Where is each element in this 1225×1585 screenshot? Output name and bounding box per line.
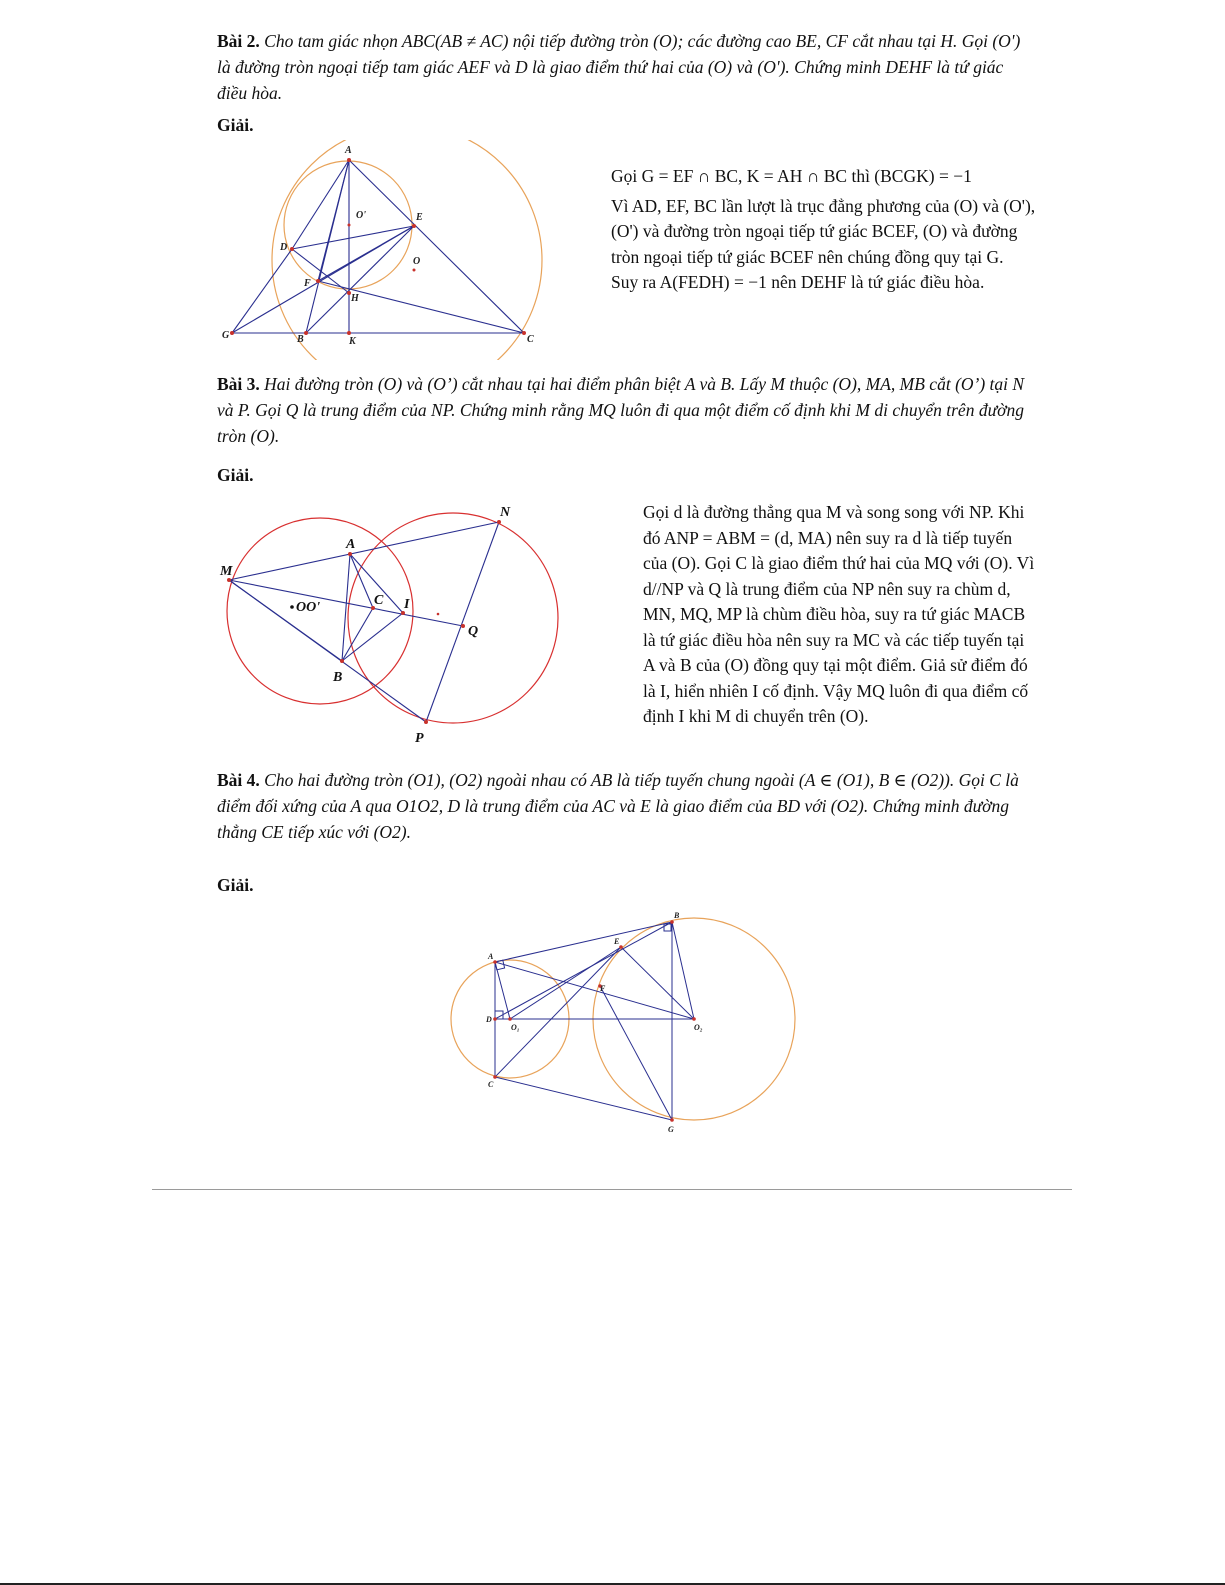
- label-h: H: [351, 293, 359, 304]
- line-bi: [342, 613, 403, 661]
- label-d: D: [280, 242, 288, 253]
- line-a-o2: [495, 962, 694, 1019]
- bai4-label: Bài 4.: [217, 770, 260, 790]
- bai2-statement: [217, 28, 1037, 106]
- line-ce: [495, 947, 621, 1077]
- bai3-figure: [218, 500, 568, 755]
- bai3-label: Bài 3.: [217, 374, 260, 394]
- label-f: F: [600, 984, 606, 993]
- bai2-figure: [218, 140, 558, 360]
- line-fe: [318, 226, 414, 281]
- line-ad: [292, 160, 349, 249]
- label-n: N: [500, 505, 511, 520]
- bai2-sol-line3: Suy ra A(FEDH) = −1 nên DEHF là tứ giác điều hòa.: [611, 272, 985, 292]
- label-g: G: [222, 330, 230, 341]
- line-ac: [350, 554, 373, 608]
- bai3-text: Hai đường tròn (O) và (O’) cắt nhau tại hai điểm phân biệt A và B. Lấy M thuộc (O), MA, MB cắt (O’) tại N và P. Gọi Q là trung điểm của NP. Chứng minh rằng MQ luôn đi qua một điểm cố định khi M di chuyển trên đường tròn (O).: [217, 374, 1025, 446]
- line-d-e: [510, 947, 621, 1019]
- bai3-solution: [643, 500, 1035, 730]
- triangle-abc: [306, 160, 524, 333]
- label-c: C: [527, 334, 534, 345]
- line-gd: [232, 249, 292, 333]
- label-o2: O₂: [694, 1023, 703, 1032]
- label-m: M: [220, 564, 233, 579]
- label-b: B: [333, 670, 343, 685]
- label-g: G: [668, 1125, 674, 1134]
- label-f: F: [304, 278, 311, 289]
- bai4-text: Cho hai đường tròn (O1), (O2) ngoài nhau có AB là tiếp tuyến chung ngoài (A ∈ (O1), B ∈ (O2)). Gọi C là điểm đối xứng của A qua O1O2, D là trung điểm của AC và E là giao điểm của BD với (O2). Chứng minh đường thẳng CE tiếp xúc với (O2).: [217, 770, 1019, 842]
- label-o: O: [413, 256, 421, 267]
- label-k: K: [349, 336, 356, 347]
- label-b: B: [297, 334, 304, 345]
- line-ab: [495, 922, 672, 962]
- bai3-statement: [217, 371, 1037, 449]
- label-b: B: [674, 911, 680, 920]
- bai4-figure: [448, 910, 808, 1145]
- bai4-giai: Giải.: [217, 875, 254, 895]
- bai2-label: Bài 2.: [217, 31, 260, 51]
- label-a: A: [346, 537, 356, 552]
- bai3-solution-text: Gọi d là đường thẳng qua M và song song với NP. Khi đó ANP = ABM = (d, MA) nên suy ra d là tiếp tuyến của (O). Gọi C là giao điểm thứ hai của MQ với (O). Vì d//NP và Q là trung điểm của NP nên suy ra chùm d, MN, MQ, MP là chùm điều hòa, suy ra tứ giác MACB là tứ giác điều hòa nên suy ra MC và các tiếp tuyến tại A và B của (O) đồng quy tại một điểm. Giả sử điểm đó là I, hiển nhiên I cố định. Vậy MQ luôn đi qua điểm cố định I khi M di chuyển trên (O).: [643, 502, 1035, 726]
- label-e: E: [614, 937, 620, 946]
- line-mn: [229, 522, 499, 580]
- line-b-o2: [672, 922, 694, 1019]
- line-de: [292, 226, 414, 249]
- label-a: A: [345, 145, 352, 156]
- line-mb: [229, 580, 342, 661]
- label-d: D: [486, 1015, 492, 1024]
- bai4-statement: [217, 767, 1037, 845]
- label-i: I: [404, 597, 410, 612]
- label-o1: O₁: [511, 1023, 520, 1032]
- page-divider: [152, 1189, 1072, 1190]
- line-np: [426, 522, 499, 722]
- label-o-prime: O': [356, 210, 366, 221]
- bai2-solution: [611, 164, 1036, 296]
- label-a: A: [488, 952, 494, 961]
- line-fg: [600, 986, 672, 1120]
- label-oo: OO': [296, 600, 321, 615]
- label-e: E: [416, 212, 423, 223]
- bai2-sol-line1: Gọi G = EF ∩ BC, K = AH ∩ BC thì (BCGK) = −1: [611, 166, 972, 186]
- label-p: P: [415, 731, 424, 746]
- bai2-sol-line2: Vì AD, EF, BC lần lượt là trục đẳng phương của (O) và (O'), (O') và đường tròn ngoại tiếp tứ giác BCEF, (O) và đường tròn ngoại tiếp tứ giác BCEF nên chúng đồng quy tại G.: [611, 195, 1036, 267]
- bai3-giai: Giải.: [217, 465, 254, 485]
- line-a-o1: [495, 962, 510, 1019]
- line-bc: [342, 608, 373, 661]
- label-c: C: [374, 593, 384, 608]
- circle-o-big: [348, 513, 558, 723]
- label-c: C: [488, 1080, 494, 1089]
- label-q: Q: [468, 624, 479, 639]
- bai2-giai: Giải.: [217, 115, 254, 135]
- line-fa: [318, 160, 349, 281]
- line-cg: [495, 1077, 672, 1120]
- bai2-text: Cho tam giác nhọn ABC(AB ≠ AC) nội tiếp đường tròn (O); các đường cao BE, CF cắt nhau tại H. Gọi (O') là đường tròn ngoại tiếp tam giác AEF và D là giao điểm thứ hai của (O) và (O'). Chứng minh DEHF là tứ giác điều hòa.: [217, 31, 1021, 103]
